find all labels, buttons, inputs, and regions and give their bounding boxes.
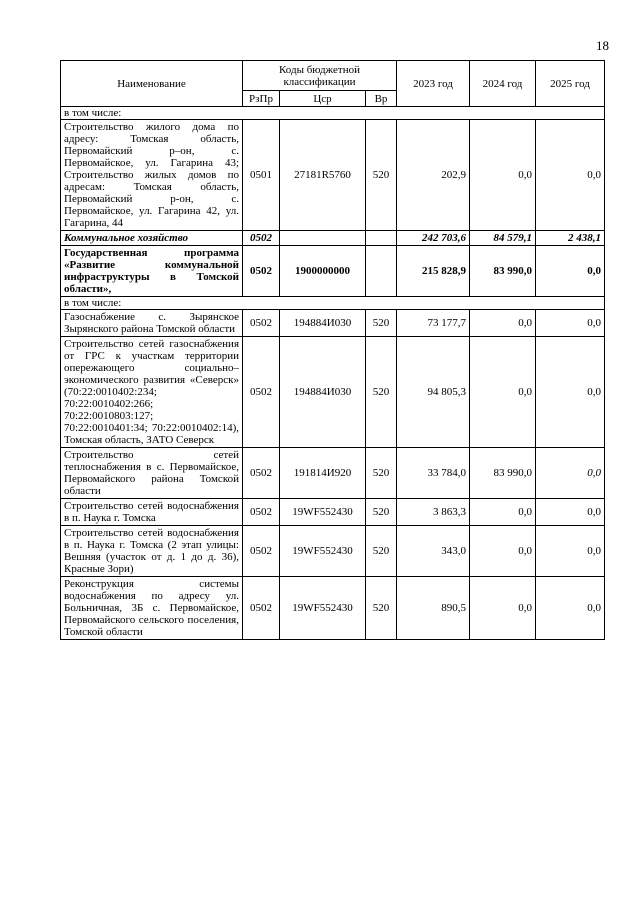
row-2023: 33 784,0 <box>397 448 470 499</box>
row-csr: 1900000000 <box>280 246 366 297</box>
row-rzpr: 0502 <box>243 577 280 640</box>
row-2023: 343,0 <box>397 526 470 577</box>
row-csr: 27181R5760 <box>280 120 366 231</box>
row-rzpr: 0501 <box>243 120 280 231</box>
row-note: в том числе: <box>61 107 605 120</box>
row-2024: 0,0 <box>470 337 536 448</box>
row-csr <box>280 231 366 246</box>
row-rzpr: 0502 <box>243 246 280 297</box>
table-row <box>61 120 605 231</box>
table-program-row <box>61 246 605 297</box>
header-2023: 2023 год <box>397 61 470 107</box>
row-2025: 0,0 <box>536 310 605 337</box>
row-2023: 3 863,3 <box>397 499 470 526</box>
row-name: Строительство жилого дома по адресу: Томская область, Первомайский р–он, с. Первомайское, ул. Гагарина 43; Строительство жилых домов по адресам: Томская область, Первомайский р-он, с. Первомайское, ул. Гагарина 42, ул. Гагарина, 44 <box>61 120 243 231</box>
row-name: Коммунальное хозяйство <box>61 231 243 246</box>
table-row <box>61 526 605 577</box>
row-name: Газоснабжение с. Зырянское Зырянского района Томской области <box>61 310 243 337</box>
table-row <box>61 577 605 640</box>
page-number: 18 <box>596 38 609 53</box>
row-rzpr: 0502 <box>243 499 280 526</box>
row-name: Строительство сетей водоснабжения в п. Наука г. Томска <box>61 499 243 526</box>
row-csr: 19WF552430 <box>280 526 366 577</box>
table-row <box>61 337 605 448</box>
row-name: Строительство сетей газоснабжения от ГРС к участкам территории опережающего социально–экономического развития «Северск» (70:22:0010402:234; 70:22:0010402:266; 70:22:0010803:127; 70:22:0010401:34; 70:22:0010402:14), Томская область, ЗАТО Северск <box>61 337 243 448</box>
row-note: в том числе: <box>61 297 605 310</box>
row-vr: 520 <box>366 499 397 526</box>
row-2025: 2 438,1 <box>536 231 605 246</box>
row-2024: 0,0 <box>470 577 536 640</box>
table-row <box>61 310 605 337</box>
row-rzpr: 0502 <box>243 231 280 246</box>
row-vr: 520 <box>366 337 397 448</box>
row-name: Реконструкция системы водоснабжения по адресу ул. Больничная, 3Б с. Первомайское, Первомайского сельского поселения, Томской области <box>61 577 243 640</box>
row-vr: 520 <box>366 577 397 640</box>
row-2024: 84 579,1 <box>470 231 536 246</box>
row-name: Государственная программа «Развитие коммунальной инфраструктуры в Томской области», <box>61 246 243 297</box>
table-row <box>61 499 605 526</box>
row-2025: 0,0 <box>536 526 605 577</box>
row-name: Строительство сетей водоснабжения в п. Наука г. Томска (2 этап улицы: Вешняя (участок от д. 1 до д. 36), Красные Зори) <box>61 526 243 577</box>
row-2023: 242 703,6 <box>397 231 470 246</box>
row-2025: 0,0 <box>536 120 605 231</box>
row-2024: 0,0 <box>470 499 536 526</box>
row-2025: 0,0 <box>536 337 605 448</box>
row-2024: 0,0 <box>470 526 536 577</box>
row-vr: 520 <box>366 120 397 231</box>
table-note-row <box>61 107 605 120</box>
table-section-row <box>61 231 605 246</box>
budget-table <box>60 60 605 640</box>
row-2023: 94 805,3 <box>397 337 470 448</box>
header-name: Наименование <box>61 61 243 107</box>
header-csr: Цср <box>280 91 366 107</box>
row-2025: 0,0 <box>536 499 605 526</box>
row-2024: 0,0 <box>470 310 536 337</box>
row-csr: 194884И030 <box>280 310 366 337</box>
row-csr: 194884И030 <box>280 337 366 448</box>
header-codes: Коды бюджетной классификации <box>243 61 397 91</box>
row-2023: 202,9 <box>397 120 470 231</box>
row-2023: 890,5 <box>397 577 470 640</box>
row-2023: 73 177,7 <box>397 310 470 337</box>
table-row <box>61 448 605 499</box>
row-vr: 520 <box>366 526 397 577</box>
row-rzpr: 0502 <box>243 448 280 499</box>
row-2025: 0,0 <box>536 448 605 499</box>
row-csr: 19WF552430 <box>280 499 366 526</box>
row-vr: 520 <box>366 310 397 337</box>
header-2024: 2024 год <box>470 61 536 107</box>
row-vr <box>366 231 397 246</box>
row-csr: 191814И920 <box>280 448 366 499</box>
row-vr <box>366 246 397 297</box>
header-rzpr: РзПр <box>243 91 280 107</box>
row-rzpr: 0502 <box>243 310 280 337</box>
row-2025: 0,0 <box>536 577 605 640</box>
row-2024: 83 990,0 <box>470 246 536 297</box>
row-vr: 520 <box>366 448 397 499</box>
row-name: Строительство сетей теплоснабжения в с. Первомайское, Первомайского района Томской области <box>61 448 243 499</box>
row-rzpr: 0502 <box>243 526 280 577</box>
table-note-row <box>61 297 605 310</box>
header-vr: Вр <box>366 91 397 107</box>
row-rzpr: 0502 <box>243 337 280 448</box>
row-2025: 0,0 <box>536 246 605 297</box>
row-2024: 83 990,0 <box>470 448 536 499</box>
row-2024: 0,0 <box>470 120 536 231</box>
row-2023: 215 828,9 <box>397 246 470 297</box>
row-csr: 19WF552430 <box>280 577 366 640</box>
header-2025: 2025 год <box>536 61 605 107</box>
